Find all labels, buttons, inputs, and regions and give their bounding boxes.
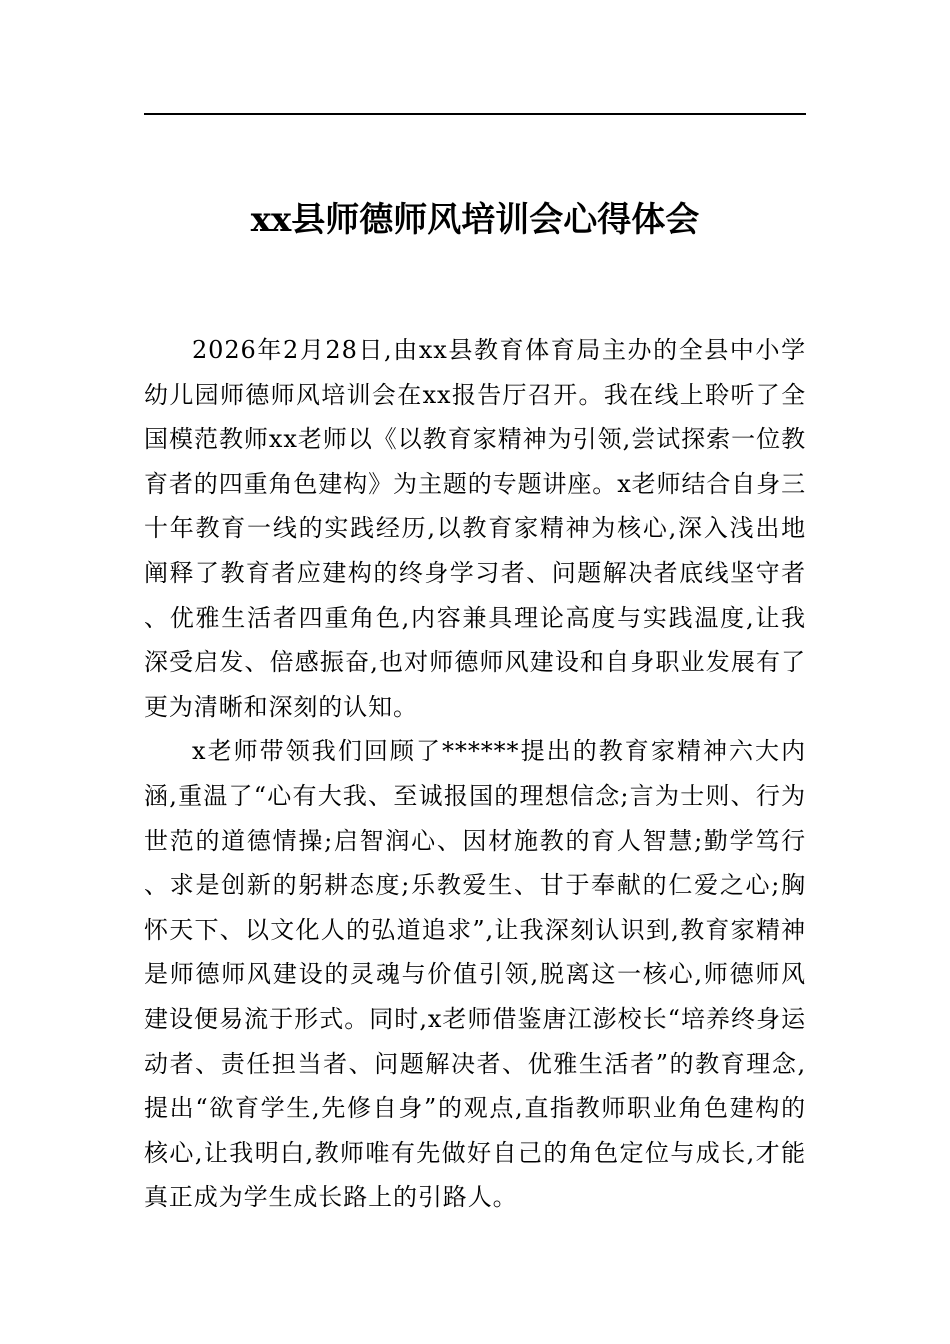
header-rule: [144, 113, 806, 115]
paragraph-1: 2026年2月28日,由xx县教育体育局主办的全县中小学幼儿园师德师风培训会在xx报告厅召开。我在线上聆听了全国模范教师xx老师以《以教育家精神为引领,尝试探索一位教育者的四重角色建构》为主题的专题讲座。x老师结合自身三十年教育一线的实践经历,以教育家精神为核心,深入浅出地阐释了教育者应建构的终身学习者、问题解决者底线坚守者、优雅生活者四重角色,内容兼具理论高度与实践温度,让我深受启发、倍感振奋,也对师德师风建设和自身职业发展有了更为清晰和深刻的认知。: [144, 336, 806, 721]
paragraph-2: x老师带领我们回顾了******提出的教育家精神六大内涵,重温了“心有大我、至诚报国的理想信念;言为士则、行为世范的道德情操;启智润心、因材施教的育人智慧;勤学笃行、求是创新的躬耕态度;乐教爱生、甘于奉献的仁爱之心;胸怀天下、以文化人的弘道追求”,让我深刻认识到,教育家精神是师德师风建设的灵魂与价值引领,脱离这一核心,师德师风建设便易流于形式。同时,x老师借鉴唐江澎校长“培养终身运动者、责任担当者、问题解决者、优雅生活者”的教育理念,提出“欲育学生,先修自身”的观点,直指教师职业角色建构的核心,让我明白,教师唯有先做好自己的角色定位与成长,才能真正成为学生成长路上的引路人。: [144, 737, 806, 1212]
document-title: xx县师德师风培训会心得体会: [250, 200, 700, 240]
document-body: [144, 328, 806, 1220]
